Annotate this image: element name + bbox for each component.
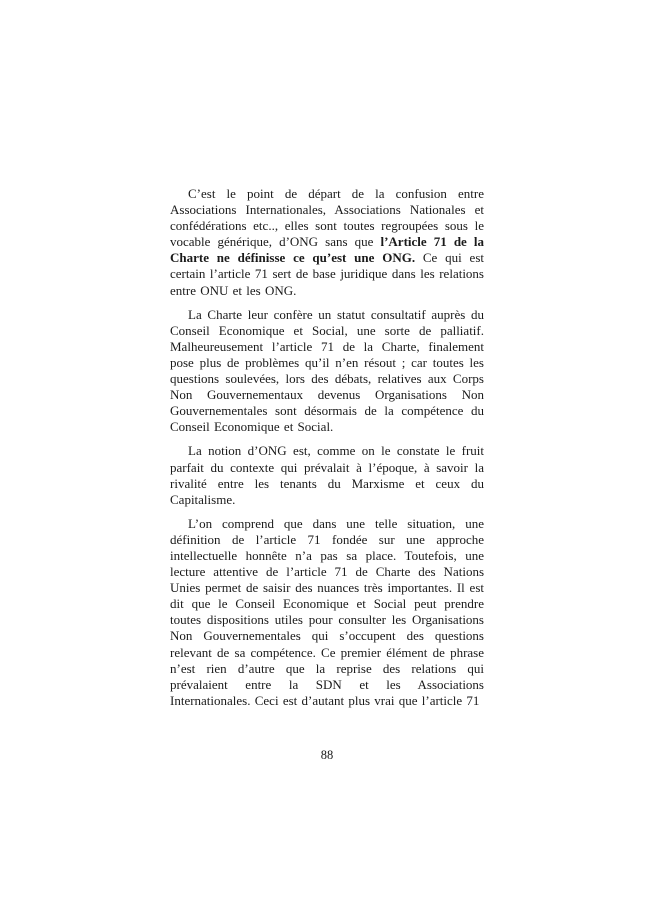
paragraph-4 — [170, 516, 484, 709]
text-block — [170, 186, 484, 709]
paragraph-3 — [170, 443, 484, 507]
page-number: 88 — [320, 748, 334, 762]
paragraph-1-bold-text: l’Article 71 de la Charte ne définisse ce qu’est une ONG. — [170, 234, 485, 266]
paragraph-1 — [170, 186, 484, 299]
paragraph-3-text: La notion d’ONG est, comme on le constate le fruit parfait du contexte qui prévalait à l’époque, à savoir la rivalité entre les tenants du Marxisme et ceux du Capitalisme. — [170, 443, 484, 507]
paragraph-1-text-end: Ce qui est certain l’article 71 sert de base juridique dans les relations entre ONU et les ONG. — [170, 250, 484, 298]
paragraph-2-text: La Charte leur confère un statut consultatif auprès du Conseil Economique et Social, une sorte de palliatif. Malheureusement l’article 71 de la Charte, finalement pose plus de problèmes qu’il n’en résout ; car toutes les questions soulevées, lors des débats, relatives aux Corps Non Gouvernementaux devenus Organisations Non Gouvernementales sont désormais de la compétence du Conseil Economique et Social. — [170, 306, 484, 435]
paragraph-2 — [170, 307, 484, 436]
paragraph-4-text: L’on comprend que dans une telle situation, une définition de l’article 71 fondée sur une approche intellectuelle honnête n’a pas sa place. Toutefois, une lecture attentive de l’article 71 de Charte des Nations Unies permet de saisir des nuances très importantes. Il est dit que le Conseil Economique et Social peut prendre toutes dispositions utiles pour consulter les Organisations Non Gouvernementales qui s’occupent des questions relevant de sa compétence. Ce premier élément de phrase n’est rien d’autre que la reprise des relations qui prévalaient entre la SDN et les Associations Internationales. Ceci est d’autant plus vrai que l’article 71 — [170, 515, 484, 708]
paragraph-1-text-start: C’est le point de départ de la confusion entre Associations Internationales, Associations Nationales et confédérations etc.., elles sont toutes regroupées sous le vocable générique, d’ONG sans que — [170, 186, 484, 250]
